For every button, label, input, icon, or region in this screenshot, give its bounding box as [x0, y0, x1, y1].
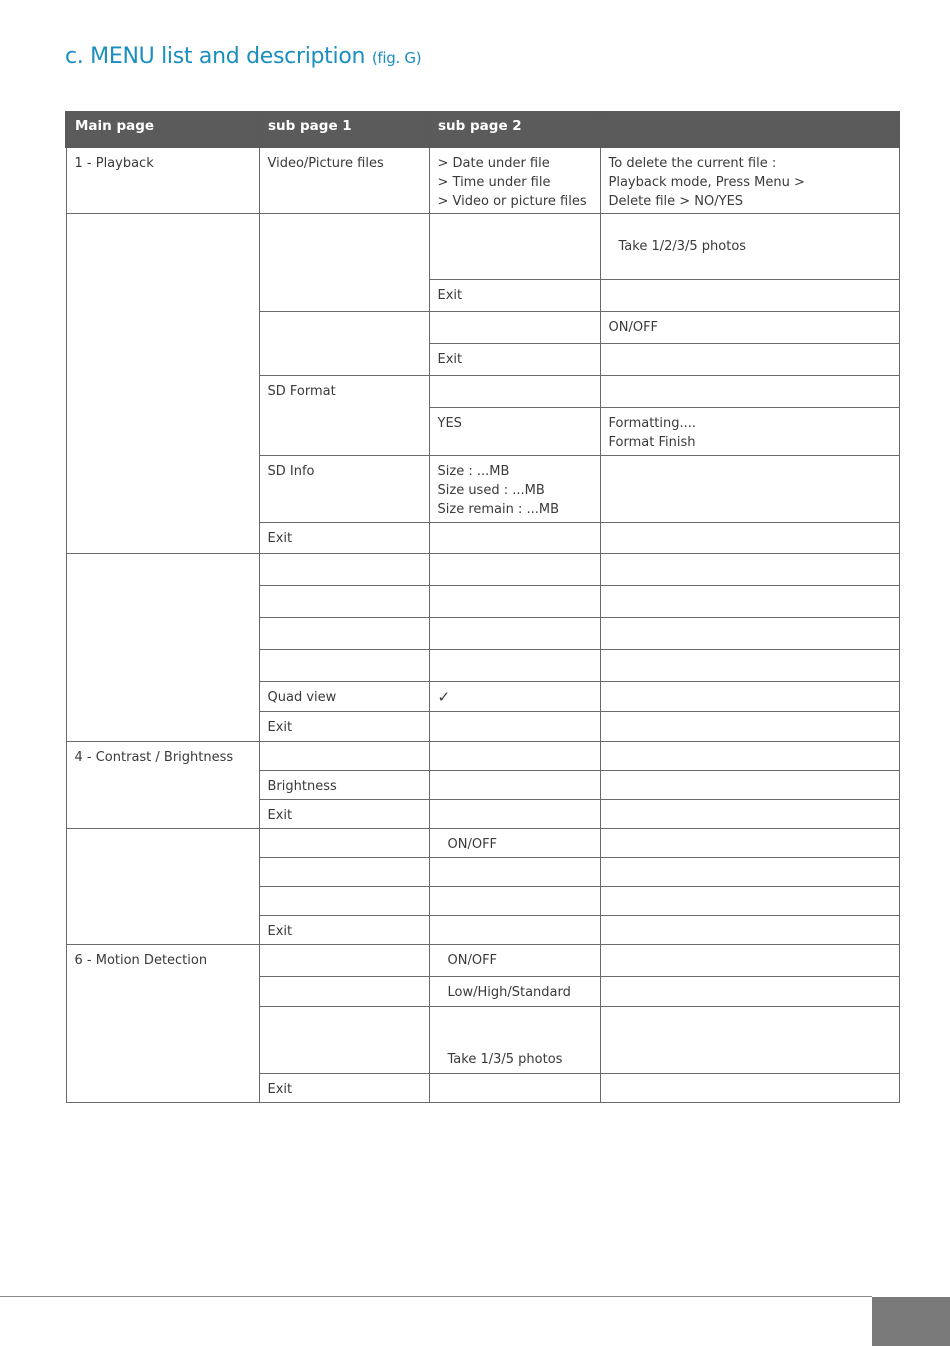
sub2-empty — [429, 886, 600, 915]
size-remain-text: Size remain : ...MB — [437, 501, 560, 517]
sub2-take-photos: Take 1/3/5 photos — [429, 1006, 600, 1073]
sub2-empty — [429, 617, 600, 649]
table-row — [66, 147, 899, 213]
format-finish-text: Format Finish — [608, 434, 696, 450]
sub2-empty — [429, 711, 600, 741]
sub-video-files: Video/Picture files — [259, 147, 429, 213]
date-under-file: > Date under file — [437, 156, 550, 171]
header-sub-page-1: sub page 1 — [259, 112, 429, 147]
sub2-exit: Exit — [429, 279, 600, 311]
sub-empty — [259, 886, 429, 915]
sub-empty — [259, 213, 429, 311]
main-empty-5 — [66, 828, 259, 944]
sub-empty — [259, 944, 429, 976]
delete-line-1: To delete the current file : — [608, 156, 777, 171]
desc-empty — [600, 455, 899, 522]
desc-empty — [600, 886, 899, 915]
desc-empty — [600, 711, 899, 741]
sub-empty — [259, 553, 429, 585]
sub-empty — [259, 617, 429, 649]
sub2-empty — [429, 915, 600, 944]
desc-empty — [600, 522, 899, 553]
desc-empty — [600, 915, 899, 944]
table-row — [66, 828, 899, 857]
desc-empty — [600, 944, 899, 976]
title-fig: (fig. G) — [371, 49, 422, 67]
desc-empty — [600, 585, 899, 617]
sub2-empty — [429, 375, 600, 407]
delete-line-3: Delete file > NO/YES — [608, 194, 744, 209]
sub2-empty — [429, 553, 600, 585]
desc-empty — [600, 375, 899, 407]
menu-table — [65, 111, 900, 1103]
desc-formatting — [600, 407, 899, 455]
video-or-picture-files: > Video or picture files — [437, 194, 587, 209]
sub-empty — [259, 976, 429, 1006]
desc-empty — [600, 617, 899, 649]
desc-on-off: ON/OFF — [600, 311, 899, 343]
sub-empty — [259, 311, 429, 375]
sub2-empty — [429, 585, 600, 617]
sub-sd-info: SD Info — [259, 455, 429, 522]
sub-exit: Exit — [259, 522, 429, 553]
sub2-empty — [429, 857, 600, 886]
sub2-sensitivity: Low/High/Standard — [429, 976, 600, 1006]
sub-brightness: Brightness — [259, 770, 429, 799]
table-row — [66, 741, 899, 770]
desc-empty — [600, 770, 899, 799]
sub-sd-format: SD Format — [259, 375, 429, 455]
sub2-empty — [429, 311, 600, 343]
sub2-on-off: ON/OFF — [429, 944, 600, 976]
table-row — [66, 944, 899, 976]
sub2-yes: YES — [429, 407, 600, 455]
desc-empty — [600, 553, 899, 585]
desc-empty — [600, 1006, 899, 1073]
sub2-file-sort — [429, 147, 600, 213]
desc-empty — [600, 343, 899, 375]
desc-empty — [600, 741, 899, 770]
sub-empty — [259, 828, 429, 857]
desc-empty — [600, 681, 899, 711]
formatting-text: Formatting.... — [608, 415, 697, 431]
sub-empty — [259, 649, 429, 681]
header-row — [66, 112, 899, 147]
sub2-on-off: ON/OFF — [429, 828, 600, 857]
desc-empty — [600, 1073, 899, 1102]
sub-empty — [259, 1006, 429, 1073]
main-motion: 6 - Motion Detection — [66, 944, 259, 1102]
desc-empty — [600, 976, 899, 1006]
sub2-empty — [429, 741, 600, 770]
main-empty-2 — [66, 213, 259, 553]
desc-take-photos: Take 1/2/3/5 photos — [600, 213, 899, 279]
sub2-empty — [429, 799, 600, 828]
size-used-text: Size used : ...MB — [437, 482, 545, 498]
sub-empty — [259, 585, 429, 617]
footer-divider — [0, 1296, 872, 1297]
desc-empty — [600, 279, 899, 311]
title-main: c. MENU list and description — [65, 44, 366, 69]
sub2-empty — [429, 213, 600, 279]
sub-empty — [259, 857, 429, 886]
desc-empty — [600, 828, 899, 857]
page-title — [65, 44, 421, 69]
sub-empty — [259, 741, 429, 770]
check-icon: ✓ — [429, 681, 600, 711]
sub-exit: Exit — [259, 915, 429, 944]
header-sub-page-2: sub page 2 — [429, 112, 600, 147]
page-number-box — [872, 1297, 950, 1346]
sub-exit: Exit — [259, 1073, 429, 1102]
header-description — [600, 112, 899, 147]
desc-empty — [600, 799, 899, 828]
sub2-empty — [429, 522, 600, 553]
sub2-empty — [429, 770, 600, 799]
desc-delete — [600, 147, 899, 213]
desc-empty — [600, 649, 899, 681]
desc-empty — [600, 857, 899, 886]
sub2-empty — [429, 1073, 600, 1102]
sub2-exit: Exit — [429, 343, 600, 375]
main-contrast: 4 - Contrast / Brightness — [66, 741, 259, 828]
main-playback: 1 - Playback — [66, 147, 259, 213]
sub-exit: Exit — [259, 711, 429, 741]
sub2-size-info — [429, 455, 600, 522]
main-empty-3 — [66, 553, 259, 741]
sub-quad-view: Quad view — [259, 681, 429, 711]
header-main-page: Main page — [66, 112, 259, 147]
sub-exit: Exit — [259, 799, 429, 828]
time-under-file: > Time under file — [437, 175, 551, 190]
size-text: Size : ...MB — [437, 463, 510, 479]
table-row — [66, 553, 899, 585]
table-row — [66, 213, 899, 279]
sub2-empty — [429, 649, 600, 681]
delete-line-2: Playback mode, Press Menu > — [608, 175, 805, 190]
